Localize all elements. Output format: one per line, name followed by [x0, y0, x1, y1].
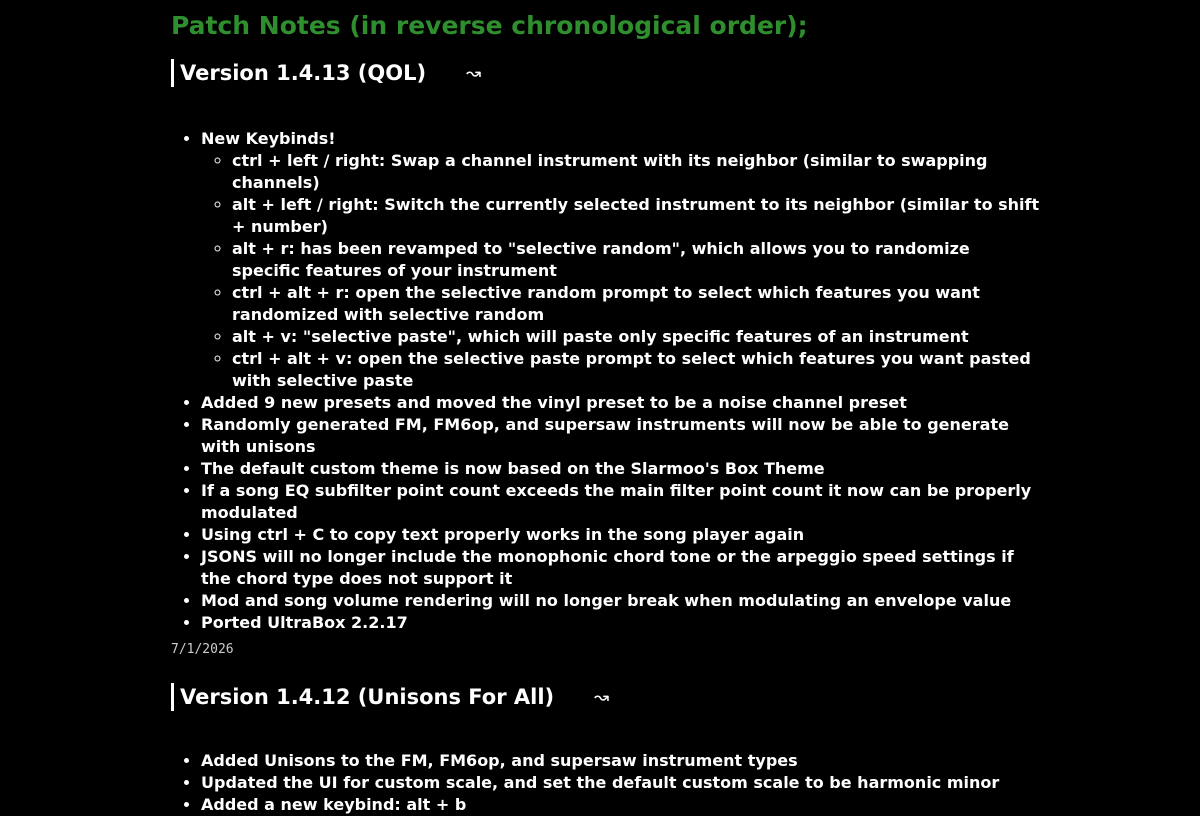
list-item: • Added 9 new presets and moved the vinyl preset to be a noise channel preset	[201, 392, 1041, 414]
version-header	[171, 58, 1041, 88]
list-item: • Added Unisons to the FM, FM6op, and supersaw instrument types	[201, 750, 1041, 772]
list-item: • Ported UltraBox 2.2.17	[201, 612, 1041, 634]
sublist-item: ◦ ctrl + alt + v: open the selective paste prompt to select which features you want pasted with selective paste	[232, 348, 1041, 392]
sublist-item: ◦ alt + left / right: Switch the currently selected instrument to its neighbor (similar to shift + number)	[232, 194, 1041, 238]
anchor-link-icon[interactable]: ↝	[466, 62, 482, 84]
list-item: • Added a new keybind: alt + b	[201, 794, 1041, 816]
sublist-item: ◦ alt + r: has been revamped to "selective random", which allows you to randomize specific features of your instrument	[232, 238, 1041, 282]
version-title: Version 1.4.12 (Unisons For All)	[180, 685, 555, 709]
sublist-item: ◦ ctrl + alt + r: open the selective random prompt to select which features you want randomized with selective random	[232, 282, 1041, 326]
list-item: • Randomly generated FM, FM6op, and supersaw instruments will now be able to generate with unisons	[201, 414, 1041, 458]
version-title: Version 1.4.13 (QOL)	[180, 61, 427, 85]
sublist-item: ◦ alt + v: "selective paste", which will paste only specific features of an instrument	[232, 326, 1041, 348]
release-date: 7/1/2026	[171, 642, 234, 657]
list-item: • Using ctrl + C to copy text properly works in the song player again	[201, 524, 1041, 546]
anchor-link-icon[interactable]: ↝	[594, 686, 610, 708]
patch-notes-content	[171, 6, 1041, 816]
page-title: Patch Notes (in reverse chronological order);	[171, 11, 808, 40]
list-item: • The default custom theme is now based on the Slarmoo's Box Theme	[201, 458, 1041, 480]
version-bar-divider	[171, 59, 174, 87]
keybind-sublist	[201, 150, 1041, 392]
notes-list	[171, 128, 1041, 634]
list-item: • Updated the UI for custom scale, and set the default custom scale to be harmonic minor	[201, 772, 1041, 794]
list-item	[201, 128, 1041, 392]
version-notes	[171, 750, 1041, 816]
version-notes	[171, 128, 1041, 634]
sublist-item: ◦ ctrl + left / right: Swap a channel instrument with its neighbor (similar to swapping channels)	[232, 150, 1041, 194]
list-item: • JSONS will no longer include the monophonic chord tone or the arpeggio speed settings if the chord type does not support it	[201, 546, 1041, 590]
list-item: • If a song EQ subfilter point count exceeds the main filter point count it now can be properly modulated	[201, 480, 1041, 524]
version-header	[171, 682, 1041, 712]
notes-list	[171, 750, 1041, 816]
version-bar-divider	[171, 683, 174, 711]
list-item-text: New Keybinds!	[201, 129, 336, 148]
list-item: • Mod and song volume rendering will no longer break when modulating an envelope value	[201, 590, 1041, 612]
